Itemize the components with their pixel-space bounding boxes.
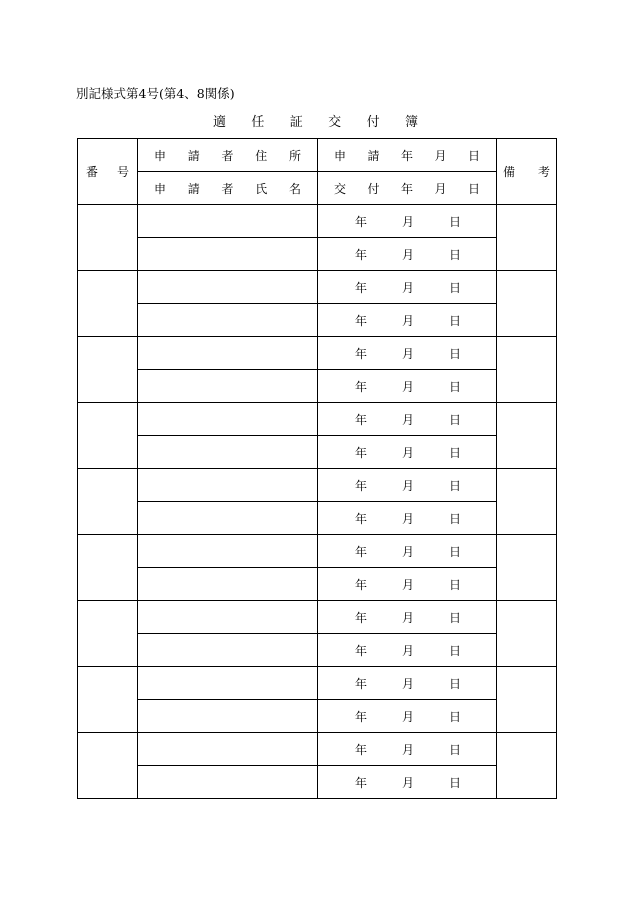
entry-number-cell[interactable] xyxy=(78,271,138,337)
applicant-name-cell[interactable] xyxy=(138,700,318,733)
header-applicant-name xyxy=(138,172,318,205)
date-unit-label: 年 xyxy=(355,610,368,625)
date-unit-label: 年 xyxy=(355,775,368,790)
date-unit-label: 日 xyxy=(448,709,461,724)
application-date-cell[interactable] xyxy=(318,205,497,238)
header-char: 申 xyxy=(154,181,167,196)
applicant-name-cell[interactable] xyxy=(138,568,318,601)
remarks-cell[interactable] xyxy=(497,271,557,337)
entry-row xyxy=(78,436,557,469)
date-unit-label: 月 xyxy=(401,346,414,361)
date-unit-label: 年 xyxy=(355,511,368,526)
remarks-cell[interactable] xyxy=(497,403,557,469)
date-unit-label: 月 xyxy=(401,247,414,262)
header-number xyxy=(78,139,138,205)
header-row-2 xyxy=(78,172,557,205)
entry-row xyxy=(78,304,557,337)
date-unit-label: 年 xyxy=(355,313,368,328)
date-unit-label: 月 xyxy=(401,313,414,328)
header-char: 氏 xyxy=(255,181,268,196)
remarks-cell[interactable] xyxy=(497,601,557,667)
header-char: 月 xyxy=(434,148,447,163)
form-reference: 別記様式第4号(第4、8関係) xyxy=(76,86,235,101)
date-unit-label: 年 xyxy=(355,412,368,427)
remarks-cell[interactable] xyxy=(497,667,557,733)
header-application-date xyxy=(318,139,497,172)
issue-date-cell[interactable] xyxy=(318,502,497,535)
entry-row xyxy=(78,700,557,733)
remarks-cell[interactable] xyxy=(497,337,557,403)
issue-date-cell[interactable] xyxy=(318,634,497,667)
entry-row xyxy=(78,568,557,601)
header-char: 者 xyxy=(221,148,234,163)
date-unit-label: 日 xyxy=(448,247,461,262)
header-char: 交 xyxy=(334,181,347,196)
header-applicant-address xyxy=(138,139,318,172)
date-unit-label: 月 xyxy=(401,445,414,460)
issue-date-cell[interactable] xyxy=(318,766,497,799)
remarks-cell[interactable] xyxy=(497,733,557,799)
header-char: 申 xyxy=(154,148,167,163)
title-char: 簿 xyxy=(404,115,418,130)
date-unit-label: 日 xyxy=(448,544,461,559)
date-unit-label: 日 xyxy=(448,346,461,361)
issue-date-cell[interactable] xyxy=(318,436,497,469)
remarks-cell[interactable] xyxy=(497,205,557,271)
applicant-address-cell[interactable] xyxy=(138,403,318,436)
entry-number-cell[interactable] xyxy=(78,337,138,403)
application-date-cell[interactable] xyxy=(318,337,497,370)
applicant-name-cell[interactable] xyxy=(138,370,318,403)
date-unit-label: 日 xyxy=(448,478,461,493)
date-unit-label: 日 xyxy=(448,610,461,625)
applicant-name-cell[interactable] xyxy=(138,436,318,469)
date-unit-label: 日 xyxy=(448,379,461,394)
header-char: 月 xyxy=(434,181,447,196)
entry-number-cell[interactable] xyxy=(78,667,138,733)
header-char: 申 xyxy=(334,148,347,163)
header-char: 年 xyxy=(400,148,413,163)
entry-row xyxy=(78,337,557,370)
application-date-cell[interactable] xyxy=(318,535,497,568)
header-char: 番 xyxy=(86,165,99,179)
header-char: 考 xyxy=(537,165,550,179)
applicant-address-cell[interactable] xyxy=(138,733,318,766)
entry-row xyxy=(78,403,557,436)
header-char: 請 xyxy=(187,148,200,163)
header-char: 備 xyxy=(503,165,516,179)
application-date-cell[interactable] xyxy=(318,733,497,766)
entry-row xyxy=(78,469,557,502)
title-char: 任 xyxy=(251,115,265,130)
date-unit-label: 日 xyxy=(448,313,461,328)
date-unit-label: 月 xyxy=(401,643,414,658)
header-char: 住 xyxy=(255,148,268,163)
date-unit-label: 年 xyxy=(355,445,368,460)
date-unit-label: 月 xyxy=(401,379,414,394)
entry-row xyxy=(78,634,557,667)
date-unit-label: 日 xyxy=(448,742,461,757)
date-unit-label: 日 xyxy=(448,676,461,691)
issue-date-cell[interactable] xyxy=(318,700,497,733)
entry-row xyxy=(78,238,557,271)
header-issue-date xyxy=(318,172,497,205)
entry-number-cell[interactable] xyxy=(78,469,138,535)
entry-number-cell[interactable] xyxy=(78,601,138,667)
entry-row xyxy=(78,370,557,403)
issuance-register-table xyxy=(77,138,557,799)
date-unit-label: 日 xyxy=(448,643,461,658)
entry-row xyxy=(78,766,557,799)
header-char: 者 xyxy=(221,181,234,196)
applicant-name-cell[interactable] xyxy=(138,238,318,271)
date-unit-label: 日 xyxy=(448,280,461,295)
applicant-address-cell[interactable] xyxy=(138,337,318,370)
date-unit-label: 日 xyxy=(448,577,461,592)
applicant-name-cell[interactable] xyxy=(138,304,318,337)
applicant-name-cell[interactable] xyxy=(138,502,318,535)
title-char: 適 xyxy=(213,115,227,130)
entry-number-cell[interactable] xyxy=(78,733,138,799)
document-title xyxy=(213,111,418,130)
entry-row xyxy=(78,601,557,634)
date-unit-label: 日 xyxy=(448,214,461,229)
date-unit-label: 年 xyxy=(355,577,368,592)
date-unit-label: 日 xyxy=(448,445,461,460)
date-unit-label: 年 xyxy=(355,247,368,262)
date-unit-label: 月 xyxy=(401,280,414,295)
application-date-cell[interactable] xyxy=(318,403,497,436)
date-unit-label: 月 xyxy=(401,742,414,757)
entry-row xyxy=(78,502,557,535)
date-unit-label: 年 xyxy=(355,742,368,757)
date-unit-label: 月 xyxy=(401,478,414,493)
date-unit-label: 年 xyxy=(355,544,368,559)
date-unit-label: 年 xyxy=(355,478,368,493)
entry-row xyxy=(78,667,557,700)
title-char: 交 xyxy=(328,115,342,130)
applicant-address-cell[interactable] xyxy=(138,469,318,502)
header-char: 付 xyxy=(367,181,380,196)
date-unit-label: 年 xyxy=(355,214,368,229)
header-char: 年 xyxy=(400,181,413,196)
date-unit-label: 月 xyxy=(401,544,414,559)
applicant-address-cell[interactable] xyxy=(138,667,318,700)
header-char: 所 xyxy=(288,148,301,163)
title-char: 付 xyxy=(366,115,380,130)
applicant-address-cell[interactable] xyxy=(138,205,318,238)
date-unit-label: 年 xyxy=(355,709,368,724)
header-char: 請 xyxy=(367,148,380,163)
date-unit-label: 月 xyxy=(401,214,414,229)
header-char: 日 xyxy=(467,148,480,163)
entry-row xyxy=(78,205,557,238)
application-date-cell[interactable] xyxy=(318,601,497,634)
issue-date-cell[interactable] xyxy=(318,568,497,601)
date-unit-label: 日 xyxy=(448,511,461,526)
header-char: 号 xyxy=(116,165,129,179)
date-unit-label: 年 xyxy=(355,643,368,658)
applicant-address-cell[interactable] xyxy=(138,601,318,634)
header-char: 請 xyxy=(187,181,200,196)
remarks-cell[interactable] xyxy=(497,535,557,601)
application-date-cell[interactable] xyxy=(318,667,497,700)
header-row-1 xyxy=(78,139,557,172)
applicant-name-cell[interactable] xyxy=(138,766,318,799)
date-unit-label: 年 xyxy=(355,676,368,691)
date-unit-label: 月 xyxy=(401,511,414,526)
issue-date-cell[interactable] xyxy=(318,238,497,271)
date-unit-label: 年 xyxy=(355,379,368,394)
entry-row xyxy=(78,733,557,766)
applicant-address-cell[interactable] xyxy=(138,535,318,568)
entry-row xyxy=(78,535,557,568)
issue-date-cell[interactable] xyxy=(318,370,497,403)
date-unit-label: 月 xyxy=(401,709,414,724)
applicant-name-cell[interactable] xyxy=(138,634,318,667)
remarks-cell[interactable] xyxy=(497,469,557,535)
date-unit-label: 月 xyxy=(401,676,414,691)
applicant-address-cell[interactable] xyxy=(138,271,318,304)
date-unit-label: 月 xyxy=(401,775,414,790)
entry-number-cell[interactable] xyxy=(78,205,138,271)
date-unit-label: 日 xyxy=(448,412,461,427)
application-date-cell[interactable] xyxy=(318,469,497,502)
title-char: 証 xyxy=(289,115,303,130)
application-date-cell[interactable] xyxy=(318,271,497,304)
header-char: 日 xyxy=(467,181,480,196)
date-unit-label: 月 xyxy=(401,577,414,592)
date-unit-label: 日 xyxy=(448,775,461,790)
date-unit-label: 月 xyxy=(401,610,414,625)
date-unit-label: 年 xyxy=(355,280,368,295)
entry-number-cell[interactable] xyxy=(78,403,138,469)
date-unit-label: 年 xyxy=(355,346,368,361)
entry-row xyxy=(78,271,557,304)
issue-date-cell[interactable] xyxy=(318,304,497,337)
header-char: 名 xyxy=(288,181,301,196)
header-remarks xyxy=(497,139,557,205)
entry-number-cell[interactable] xyxy=(78,535,138,601)
date-unit-label: 月 xyxy=(401,412,414,427)
